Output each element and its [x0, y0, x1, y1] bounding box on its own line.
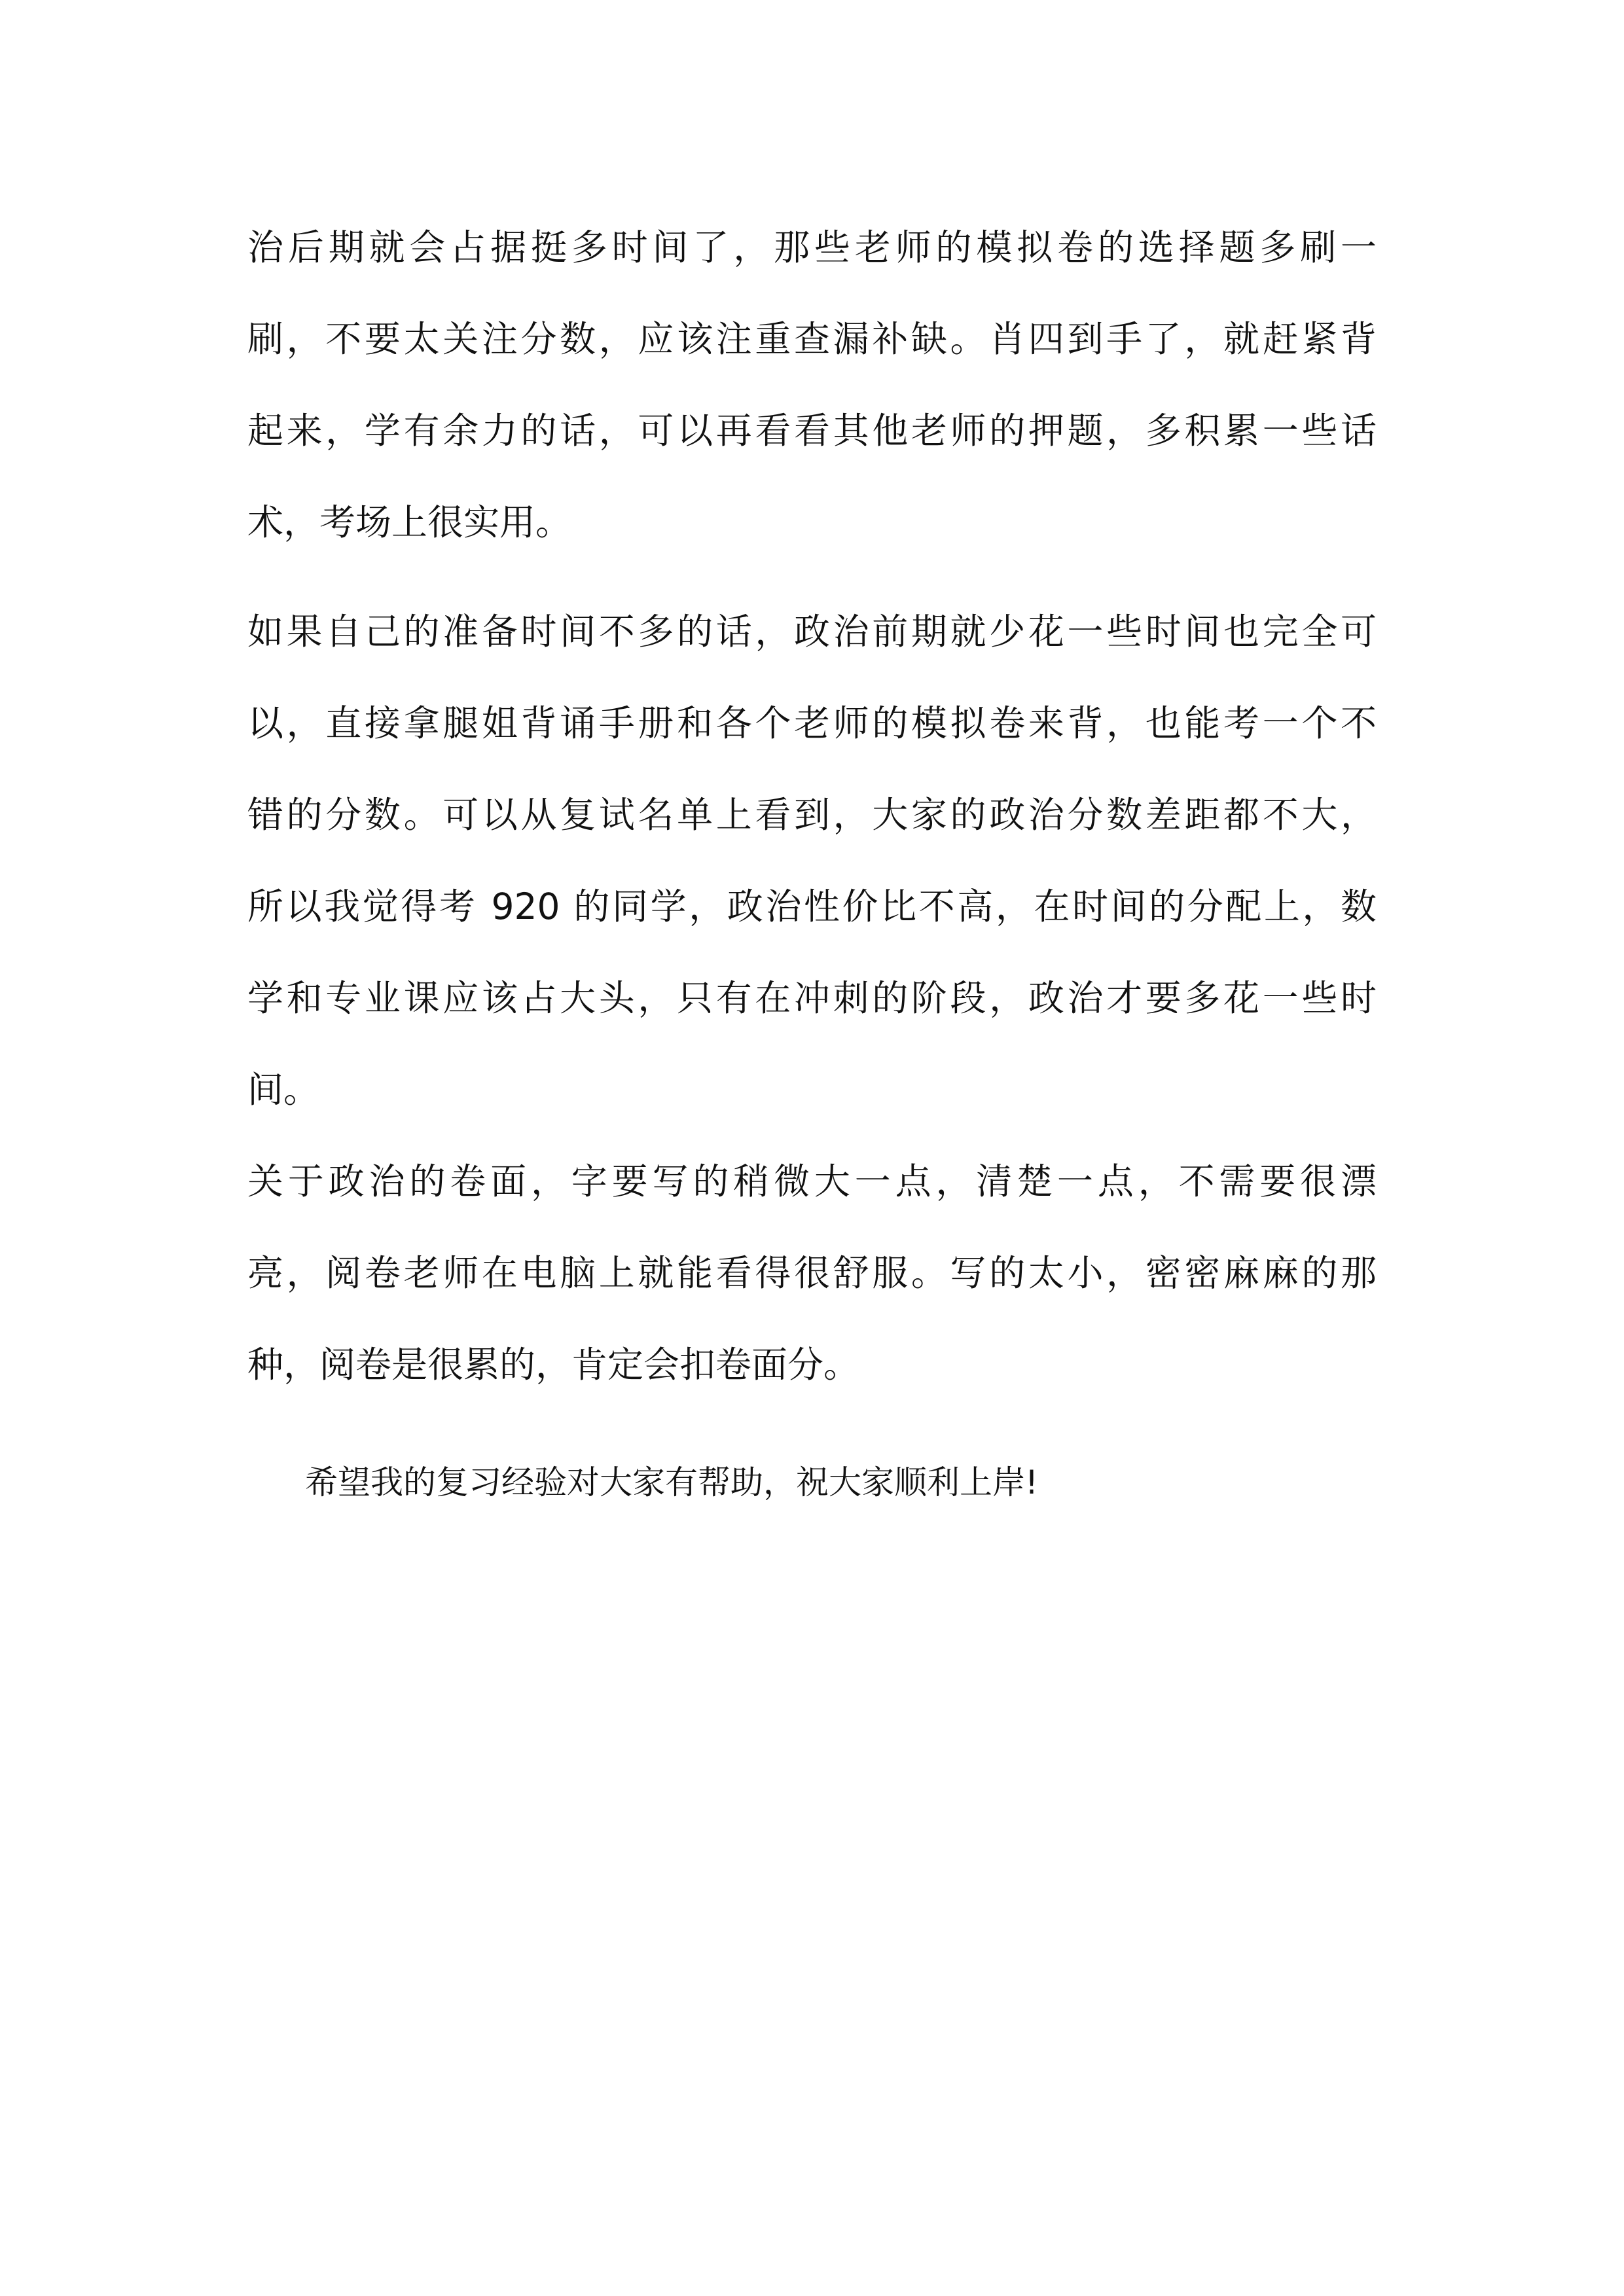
- paragraph-politics-late-stage: [247, 202, 1377, 568]
- paragraph-line: 所以我觉得考 920 的同学，政治性价比不高，在时间的分配上，数: [247, 886, 1377, 927]
- paragraph-line: 种，阅卷是很累的，肯定会扣卷面分。: [247, 1344, 860, 1386]
- paragraph-line: 如果自己的准备时间不多的话，政治前期就少花一些时间也完全可: [247, 611, 1377, 653]
- paragraph-line: 学和专业课应该占大头，只有在冲刺的阶段，政治才要多花一些时: [247, 977, 1377, 1019]
- paragraph-line: 亮，阅卷老师在电脑上就能看得很舒服。写的太小，密密麻麻的那: [247, 1252, 1377, 1294]
- paragraph-answer-sheet-tips: [247, 1136, 1377, 1410]
- paragraph-limited-time-advice: [247, 586, 1377, 1136]
- paragraph-line: 以，直接拿腿姐背诵手册和各个老师的模拟卷来背，也能考一个不: [247, 702, 1377, 744]
- paragraph-line: 间。: [247, 1069, 320, 1111]
- paragraph-line: 错的分数。可以从复试名单上看到，大家的政治分数差距都不大，: [247, 794, 1377, 836]
- paragraph-line: 治后期就会占据挺多时间了，那些老师的模拟卷的选择题多刷一: [247, 226, 1377, 268]
- paragraph-line: 关于政治的卷面，字要写的稍微大一点，清楚一点，不需要很漂: [247, 1160, 1377, 1202]
- closing-wish: 希望我的复习经验对大家有帮助，祝大家顺利上岸!: [305, 1463, 1039, 1501]
- paragraph-line: 术，考场上很实用。: [247, 501, 572, 543]
- paragraph-line: 起来，学有余力的话，可以再看看其他老师的押题，多积累一些话: [247, 410, 1377, 452]
- paragraph-line: 刷，不要太关注分数，应该注重查漏补缺。肖四到手了，就赶紧背: [247, 318, 1377, 360]
